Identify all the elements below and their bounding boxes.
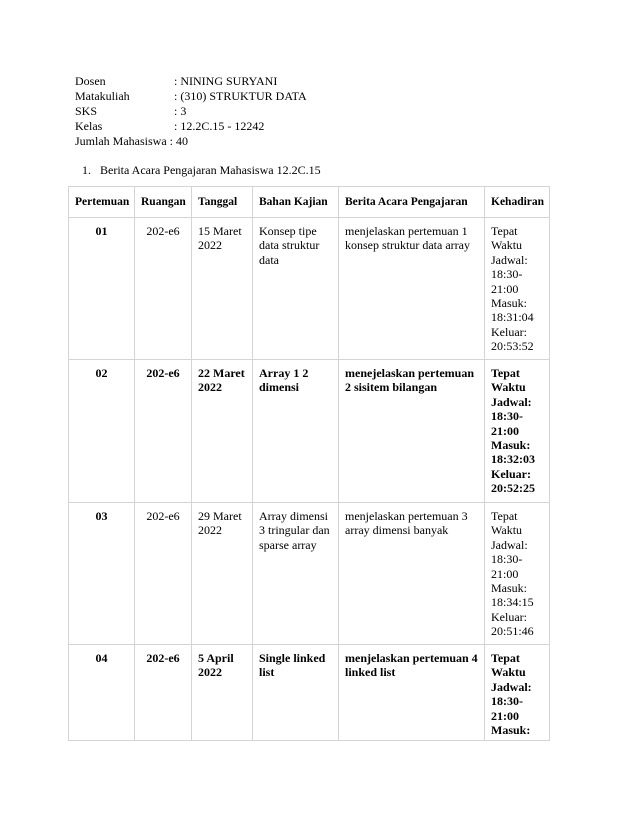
kehadiran-line: Masuk: (491, 296, 527, 311)
cell-kehadiran (485, 360, 550, 503)
cell-pertemuan: 04 (69, 645, 135, 741)
cell-bahan-kajian: Array 1 2 dimensi (253, 360, 339, 503)
kehadiran-line: Jadwal: (491, 679, 532, 694)
kehadiran-line: 18:30- (491, 409, 523, 424)
info-label: Matakuliah (75, 89, 130, 103)
cell-berita-acara: menjelaskan pertemuan 1 konsep struktur data array (339, 218, 485, 360)
kehadiran-line: 20:51:46 (491, 624, 534, 639)
kehadiran-line: 20:52:25 (491, 481, 535, 496)
kehadiran-line: 18:31:04 (491, 310, 534, 325)
info-label: Jumlah Mahasiswa (75, 134, 167, 148)
kehadiran-line: Tepat (491, 366, 520, 380)
cell-berita-acara: menjelaskan pertemuan 3 array dimensi banyak (339, 503, 485, 645)
section-title-text: Berita Acara Pengajaran Mahasiswa 12.2C.15 (100, 163, 321, 177)
kehadiran-line: 21:00 (491, 423, 519, 438)
course-info (75, 74, 307, 149)
kehadiran-line: Jadwal: (491, 537, 528, 552)
cell-berita-acara: menejelaskan pertemuan 2 sisitem bilangan (339, 360, 485, 503)
cell-kehadiran (485, 503, 550, 645)
section-number: 1. (82, 163, 91, 177)
cell-bahan-kajian: Single linked list (253, 645, 339, 741)
kehadiran-line: 18:32:03 (491, 452, 535, 467)
kehadiran-line: 18:34:15 (491, 595, 534, 610)
kehadiran-line: Tepat (491, 509, 518, 523)
table-row (69, 218, 550, 360)
kehadiran-line: Waktu (491, 665, 526, 680)
kehadiran-line: 21:00 (491, 566, 519, 581)
kehadiran-line: Jadwal: (491, 252, 528, 267)
cell-bahan-kajian: Konsep tipe data struktur data (253, 218, 339, 360)
table-header-row (69, 187, 550, 218)
cell-tanggal: 29 Maret 2022 (192, 503, 253, 645)
table-row (69, 645, 550, 741)
kehadiran-line: Keluar: (491, 609, 527, 624)
info-label: SKS (75, 104, 98, 118)
kehadiran-line: Waktu (491, 523, 523, 538)
cell-pertemuan: 01 (69, 218, 135, 360)
cell-ruangan: 202-e6 (135, 645, 192, 741)
cell-kehadiran (485, 218, 550, 360)
cell-ruangan: 202-e6 (135, 360, 192, 503)
attendance-table (68, 186, 550, 741)
kehadiran-line: 21:00 (491, 281, 519, 296)
kehadiran-line: Waktu (491, 238, 523, 253)
cell-berita-acara: menjelaskan pertemuan 4 linked list (339, 645, 485, 741)
info-value: : 3 (174, 104, 187, 118)
info-row-kelas (75, 119, 307, 134)
kehadiran-line: 18:30- (491, 552, 523, 567)
info-row-dosen (75, 74, 307, 89)
info-value: : 12.2C.15 - 12242 (174, 119, 265, 133)
info-label: Dosen (75, 74, 106, 88)
kehadiran-line: 18:30- (491, 694, 523, 709)
kehadiran-line: Masuk: (491, 723, 531, 738)
kehadiran-line: Tepat (491, 224, 518, 238)
kehadiran-line: Masuk: (491, 438, 531, 453)
column-header-ruangan: Ruangan (135, 187, 192, 218)
column-header-berita-acara: Berita Acara Pengajaran (339, 187, 485, 218)
table-row (69, 503, 550, 645)
column-header-kehadiran: Kehadiran (485, 187, 550, 218)
cell-ruangan: 202-e6 (135, 503, 192, 645)
cell-pertemuan: 02 (69, 360, 135, 503)
cell-bahan-kajian: Array dimensi 3 tringular dan sparse array (253, 503, 339, 645)
cell-kehadiran (485, 645, 550, 741)
info-row-matakuliah (75, 89, 307, 104)
cell-tanggal: 15 Maret 2022 (192, 218, 253, 360)
kehadiran-line: 20:53:52 (491, 339, 534, 354)
kehadiran-line: Keluar: (491, 466, 531, 481)
info-row-jumlah-mahasiswa (75, 134, 307, 149)
info-label: Kelas (75, 119, 103, 133)
table-row (69, 360, 550, 503)
info-value: : NINING SURYANI (174, 74, 278, 88)
kehadiran-line: Waktu (491, 380, 526, 395)
section-heading (82, 163, 321, 178)
column-header-pertemuan: Pertemuan (69, 187, 135, 218)
column-header-tanggal: Tanggal (192, 187, 253, 218)
kehadiran-line: 21:00 (491, 708, 519, 723)
kehadiran-line: 18:30- (491, 267, 523, 282)
kehadiran-line: Jadwal: (491, 394, 532, 409)
info-value: : (310) STRUKTUR DATA (174, 89, 307, 103)
kehadiran-line: Keluar: (491, 324, 527, 339)
cell-tanggal: 5 April 2022 (192, 645, 253, 741)
column-header-bahan-kajian: Bahan Kajian (253, 187, 339, 218)
cell-tanggal: 22 Maret 2022 (192, 360, 253, 503)
kehadiran-line: Masuk: (491, 581, 527, 596)
cell-pertemuan: 03 (69, 503, 135, 645)
kehadiran-line: Tepat (491, 651, 520, 665)
cell-ruangan: 202-e6 (135, 218, 192, 360)
info-row-sks (75, 104, 307, 119)
info-value: : 40 (169, 134, 188, 148)
